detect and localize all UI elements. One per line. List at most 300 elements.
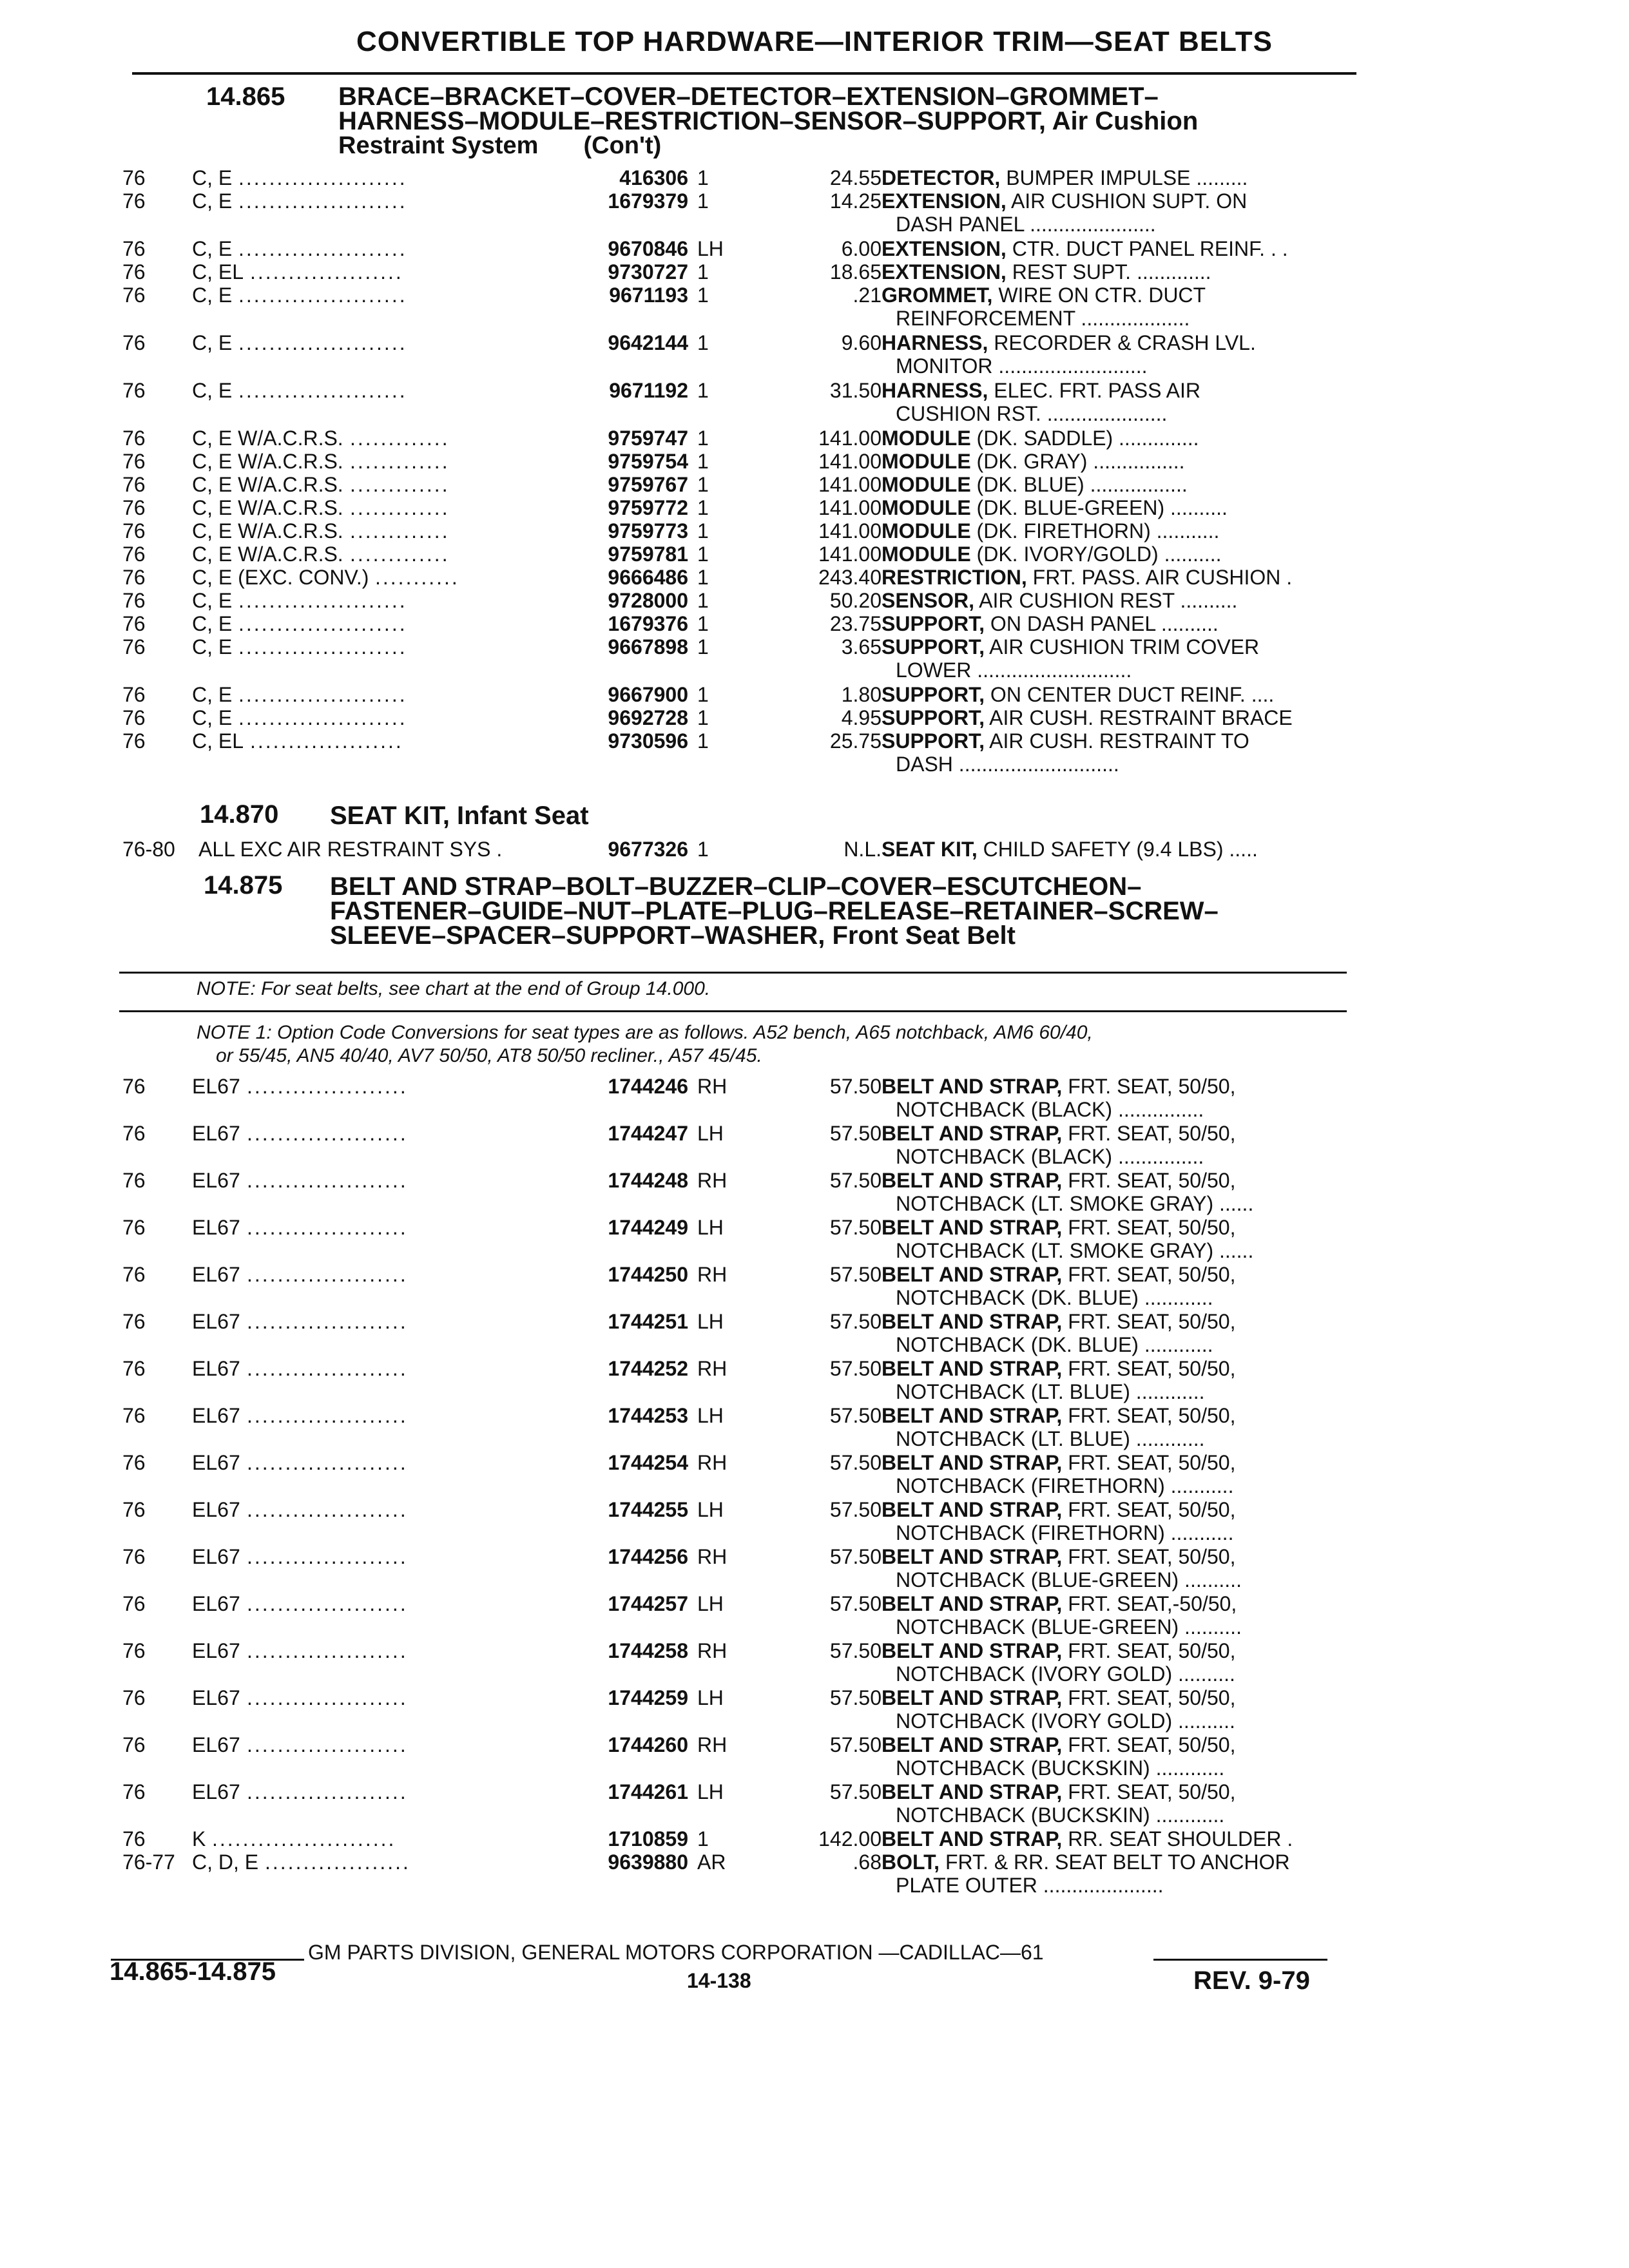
row-desc-name: BELT AND STRAP, — [882, 1686, 1063, 1709]
row-description-cont: CUSHION RST. ..................... — [896, 402, 1168, 425]
row-desc-name: SUPPORT, — [882, 635, 985, 658]
row-year: 76 — [122, 450, 146, 473]
table-row — [0, 1310, 1629, 1359]
row-price: 57.50 — [829, 1545, 882, 1568]
row-desc-name: SENSOR, — [882, 589, 975, 612]
row-part-number: 1744247 — [608, 1122, 688, 1145]
row-description — [882, 635, 1384, 659]
row-dots: ..................... — [247, 1780, 408, 1803]
row-description — [882, 427, 1384, 450]
row-description-cont: NOTCHBACK (BUCKSKIN) ............ — [896, 1756, 1225, 1780]
row-dots: ...................... — [238, 331, 407, 354]
row-qty: 1 — [697, 260, 709, 284]
row-model: C, E W/A.C.R.S. — [192, 543, 343, 566]
section-14865-title-line3b: (Con't) — [583, 132, 662, 159]
table-row — [0, 1404, 1629, 1453]
row-price: N.L. — [843, 838, 882, 861]
row-description — [882, 1310, 1384, 1334]
row-model: C, E — [192, 284, 233, 307]
row-model: EL67 — [192, 1216, 240, 1239]
row-price: 57.50 — [829, 1639, 882, 1662]
row-description-cont: NOTCHBACK (FIRETHORN) ........... — [896, 1474, 1234, 1497]
row-description-cont: NOTCHBACK (LT. BLUE) ............ — [896, 1427, 1205, 1450]
row-model: C, E — [192, 237, 233, 260]
row-part-number: 1744254 — [608, 1451, 688, 1474]
row-dots: ........... — [375, 566, 459, 589]
row-model: C, EL — [192, 260, 244, 284]
row-desc-name: BELT AND STRAP, — [882, 1075, 1063, 1098]
row-year: 76 — [122, 1498, 146, 1521]
row-price: 141.00 — [818, 496, 882, 519]
row-model: EL67 — [192, 1310, 240, 1333]
row-year: 76 — [122, 1216, 146, 1239]
row-qty: LH — [697, 237, 724, 260]
row-qty: 1 — [697, 379, 709, 402]
row-dots: ............. — [350, 496, 450, 519]
table-row — [0, 1122, 1629, 1171]
row-part-number: 1744246 — [608, 1075, 688, 1098]
row-desc-name: BELT AND STRAP, — [882, 1357, 1063, 1380]
row-description — [882, 237, 1384, 261]
row-part-number: 1679376 — [608, 612, 688, 635]
row-model: C, E — [192, 589, 233, 612]
table-row — [0, 1639, 1629, 1688]
row-year: 76 — [122, 496, 146, 519]
row-year: 76 — [122, 1451, 146, 1474]
row-dots: ................... — [265, 1850, 410, 1874]
row-model: K — [192, 1827, 206, 1850]
table-row — [0, 1263, 1629, 1312]
section-14875-title-line3b: Front Seat Belt — [825, 921, 1016, 950]
row-model: C, E — [192, 612, 233, 635]
row-year: 76 — [122, 1122, 146, 1145]
row-qty: 1 — [697, 612, 709, 635]
row-part-number: 1744257 — [608, 1592, 688, 1615]
row-desc-rest: CHILD SAFETY (9.4 LBS) ..... — [977, 838, 1258, 861]
row-dots: ...................... — [238, 612, 407, 635]
row-year: 76 — [122, 166, 146, 189]
row-description — [882, 683, 1384, 707]
row-model: EL67 — [192, 1404, 240, 1427]
row-qty: 1 — [697, 566, 709, 589]
row-dots: ..................... — [247, 1545, 408, 1568]
row-qty: 1 — [697, 543, 709, 566]
row-qty: LH — [697, 1310, 724, 1333]
row-model: C, E W/A.C.R.S. — [192, 496, 343, 519]
row-desc-rest: FRT. SEAT, 50/50, — [1062, 1686, 1236, 1709]
table-row — [0, 189, 1629, 238]
row-desc-name: BELT AND STRAP, — [882, 1169, 1063, 1192]
row-price: 57.50 — [829, 1498, 882, 1521]
table-row — [0, 284, 1629, 332]
row-desc-name: DETECTOR, — [882, 166, 1001, 189]
table-row — [0, 331, 1629, 380]
row-dots: ..................... — [247, 1686, 408, 1709]
row-description-cont: NOTCHBACK (LT. BLUE) ............ — [896, 1380, 1205, 1403]
row-part-number: 1744249 — [608, 1216, 688, 1239]
row-desc-rest: AIR CUSHION REST .......... — [974, 589, 1238, 612]
row-model: C, E W/A.C.R.S. — [192, 427, 343, 450]
row-year: 76 — [122, 683, 146, 706]
row-desc-rest: FRT. PASS. AIR CUSHION . — [1027, 566, 1293, 589]
row-dots: ...................... — [238, 237, 407, 260]
table-row — [0, 379, 1629, 428]
row-desc-name: BELT AND STRAP, — [882, 1122, 1063, 1145]
row-part-number: 9639880 — [608, 1850, 688, 1874]
row-part-number: 1744252 — [608, 1357, 688, 1380]
section-14875-title-line3a: SLEEVE–SPACER–SUPPORT–WASHER, — [330, 921, 825, 950]
row-dots: ............. — [350, 519, 450, 543]
footer-rule-right — [1153, 1959, 1327, 1961]
row-price: 50.20 — [829, 589, 882, 612]
row-desc-name: BELT AND STRAP, — [882, 1404, 1063, 1427]
row-description — [882, 1122, 1384, 1146]
row-desc-rest: RR. SEAT SHOULDER . — [1062, 1827, 1293, 1850]
row-part-number: 9667900 — [608, 683, 688, 706]
row-dots: ...................... — [238, 379, 407, 402]
section-14865-title-line2 — [338, 107, 1199, 135]
row-description — [882, 729, 1384, 753]
row-dots: ..................... — [247, 1263, 408, 1286]
row-dots: ..................... — [247, 1592, 408, 1615]
row-qty: 1 — [697, 331, 709, 354]
table-row — [0, 1357, 1629, 1406]
note1-line1: NOTE 1: Option Code Conversions for seat types are as follows. A52 bench, A65 notchback, AM6 60/40, — [197, 1022, 1093, 1043]
row-description-cont: NOTCHBACK (BLACK) ............... — [896, 1145, 1204, 1168]
row-description — [882, 1263, 1384, 1287]
row-dots: .................... — [250, 729, 403, 753]
row-desc-rest: WIRE ON CTR. DUCT — [992, 284, 1206, 307]
row-year: 76 — [122, 1827, 146, 1850]
row-model: C, E — [192, 379, 233, 402]
row-dots: ...................... — [238, 284, 407, 307]
row-description — [882, 1404, 1384, 1428]
row-desc-name: BELT AND STRAP, — [882, 1780, 1063, 1803]
row-desc-rest: (DK. SADDLE) .............. — [970, 427, 1199, 450]
row-year: 76 — [122, 1310, 146, 1333]
row-description-cont: NOTCHBACK (DK. BLUE) ............ — [896, 1286, 1213, 1309]
row-part-number: 9666486 — [608, 566, 688, 589]
row-price: .21 — [853, 284, 882, 307]
section-14875-title-line3 — [330, 921, 1016, 950]
row-part-number: 1710859 — [608, 1827, 688, 1850]
row-price: 57.50 — [829, 1780, 882, 1803]
row-desc-name: BELT AND STRAP, — [882, 1216, 1063, 1239]
note1-line2: or 55/45, AN5 40/40, AV7 50/50, AT8 50/50 recliner., A57 45/45. — [216, 1045, 762, 1066]
row-year: 76 — [122, 612, 146, 635]
row-model: C, E — [192, 706, 233, 729]
row-description — [882, 1216, 1384, 1240]
row-qty: 1 — [697, 1827, 709, 1850]
row-dots: ...................... — [238, 683, 407, 706]
row-desc-rest: ON DASH PANEL .......... — [985, 612, 1219, 635]
row-year: 76 — [122, 284, 146, 307]
row-model: C, E W/A.C.R.S. — [192, 450, 343, 473]
row-dots: ............. — [350, 473, 450, 496]
row-price: 57.50 — [829, 1169, 882, 1192]
section-14875-title-line2: FASTENER–GUIDE–NUT–PLATE–PLUG–RELEASE–RETAINER–SCREW– — [330, 897, 1219, 925]
section-14870-title-a: SEAT KIT, — [330, 802, 450, 830]
row-part-number: 1744255 — [608, 1498, 688, 1521]
row-desc-name: MODULE — [882, 519, 971, 543]
section-14875-title-line1: BELT AND STRAP–BOLT–BUZZER–CLIP–COVER–ESCUTCHEON– — [330, 872, 1142, 901]
row-dots: ..................... — [247, 1498, 408, 1521]
row-part-number: 9759747 — [608, 427, 688, 450]
row-dots: ..................... — [247, 1075, 408, 1098]
row-desc-name: EXTENSION, — [882, 237, 1007, 260]
row-description-cont: DASH PANEL ...................... — [896, 213, 1156, 236]
row-part-number: 9667898 — [608, 635, 688, 658]
row-dots: ...................... — [238, 706, 407, 729]
row-price: 4.95 — [841, 706, 882, 729]
row-year: 76 — [122, 1780, 146, 1803]
row-year: 76 — [122, 519, 146, 543]
section-14870-number: 14.870 — [200, 800, 279, 829]
row-model: ALL EXC AIR RESTRAINT SYS . — [198, 838, 503, 861]
row-year: 76-77 — [122, 1850, 175, 1874]
row-desc-name: MODULE — [882, 427, 971, 450]
row-desc-name: BELT AND STRAP, — [882, 1498, 1063, 1521]
row-description-cont: NOTCHBACK (BLUE-GREEN) .......... — [896, 1615, 1242, 1639]
row-qty: 1 — [697, 473, 709, 496]
table-row — [0, 1850, 1629, 1899]
row-dots: ............. — [350, 427, 450, 450]
row-dots: ...................... — [238, 589, 407, 612]
row-desc-rest: AIR CUSHION SUPT. ON — [1006, 189, 1248, 213]
row-description — [882, 1545, 1384, 1569]
row-desc-rest: FRT. SEAT, 50/50, — [1062, 1780, 1236, 1803]
row-description — [882, 450, 1384, 474]
row-year: 76 — [122, 379, 146, 402]
row-model: C, E — [192, 331, 233, 354]
row-part-number: 416306 — [619, 166, 688, 189]
row-year: 76 — [122, 1075, 146, 1098]
row-price: 57.50 — [829, 1310, 882, 1333]
row-qty: 1 — [697, 519, 709, 543]
row-description-cont: NOTCHBACK (BLUE-GREEN) .......... — [896, 1568, 1242, 1591]
row-dots: ............. — [350, 543, 450, 566]
row-qty: 1 — [697, 729, 709, 753]
row-qty: LH — [697, 1216, 724, 1239]
row-qty: 1 — [697, 166, 709, 189]
row-price: 1.80 — [841, 683, 882, 706]
row-dots: ..................... — [247, 1639, 408, 1662]
row-description — [882, 379, 1384, 403]
table-row — [0, 1169, 1629, 1218]
row-year: 76 — [122, 473, 146, 496]
row-year: 76 — [122, 706, 146, 729]
row-dots: ...................... — [238, 635, 407, 658]
row-desc-name: EXTENSION, — [882, 189, 1007, 213]
row-qty: RH — [697, 1075, 728, 1098]
row-dots: ..................... — [247, 1310, 408, 1333]
row-desc-rest: FRT. SEAT, 50/50, — [1062, 1263, 1236, 1286]
row-model: C, E — [192, 683, 233, 706]
row-model: EL67 — [192, 1263, 240, 1286]
row-year: 76 — [122, 1545, 146, 1568]
row-qty: RH — [697, 1639, 728, 1662]
row-price: 6.00 — [841, 237, 882, 260]
section-14865-number: 14.865 — [206, 82, 285, 111]
row-description-cont: NOTCHBACK (IVORY GOLD) .......... — [896, 1709, 1235, 1733]
row-description — [882, 331, 1384, 355]
row-price: 3.65 — [841, 635, 882, 658]
row-dots: ............. — [350, 450, 450, 473]
row-description-cont: NOTCHBACK (LT. SMOKE GRAY) ...... — [896, 1239, 1254, 1262]
row-desc-name: BELT AND STRAP, — [882, 1733, 1063, 1756]
row-description-cont: NOTCHBACK (BLACK) ............... — [896, 1098, 1204, 1121]
row-year: 76 — [122, 729, 146, 753]
row-desc-name: MODULE — [882, 496, 971, 519]
row-qty: 1 — [697, 589, 709, 612]
row-description-cont: NOTCHBACK (IVORY GOLD) .......... — [896, 1662, 1235, 1686]
row-description — [882, 1451, 1384, 1475]
row-model: C, E W/A.C.R.S. — [192, 519, 343, 543]
row-year: 76 — [122, 237, 146, 260]
table-row — [0, 1686, 1629, 1735]
row-model: C, E — [192, 166, 233, 189]
note-seatbelts: NOTE: For seat belts, see chart at the end of Group 14.000. — [197, 978, 711, 999]
row-part-number: 9670846 — [608, 237, 688, 260]
table-row — [0, 1780, 1629, 1829]
row-dots: ..................... — [247, 1451, 408, 1474]
row-qty: RH — [697, 1357, 728, 1380]
note-rule-mid — [119, 1010, 1347, 1012]
row-year: 76 — [122, 189, 146, 213]
footer-corporation: GM PARTS DIVISION, GENERAL MOTORS CORPORATION —CADILLAC—61 — [308, 1941, 1044, 1964]
row-model: EL67 — [192, 1780, 240, 1803]
row-part-number: 1744248 — [608, 1169, 688, 1192]
row-part-number: 1744250 — [608, 1263, 688, 1286]
row-year: 76 — [122, 1733, 146, 1756]
table-row — [0, 635, 1629, 684]
row-qty: RH — [697, 1169, 728, 1192]
row-description — [882, 496, 1384, 520]
row-part-number: 1744253 — [608, 1404, 688, 1427]
row-desc-name: BOLT, — [882, 1850, 940, 1874]
row-dots: ..................... — [247, 1733, 408, 1756]
row-model: C, E W/A.C.R.S. — [192, 473, 343, 496]
row-price: 141.00 — [818, 519, 882, 543]
section-14865-title-line2b: Air Cushion — [1045, 107, 1199, 135]
row-desc-rest: FRT. SEAT, 50/50, — [1062, 1075, 1236, 1098]
table-row — [0, 1498, 1629, 1547]
row-description — [882, 519, 1384, 543]
row-desc-rest: (DK. BLUE) ................. — [970, 473, 1188, 496]
row-desc-rest: ELEC. FRT. PASS AIR — [988, 379, 1200, 402]
row-desc-rest: FRT. SEAT, 50/50, — [1062, 1357, 1236, 1380]
row-price: 25.75 — [829, 729, 882, 753]
table-row — [0, 1733, 1629, 1782]
row-description-cont: DASH ............................ — [896, 753, 1119, 776]
row-desc-name: HARNESS, — [882, 331, 988, 354]
row-description — [882, 1827, 1384, 1851]
row-description — [882, 838, 1384, 861]
row-qty: LH — [697, 1592, 724, 1615]
row-part-number: 9642144 — [608, 331, 688, 354]
row-desc-rest: CTR. DUCT PANEL REINF. . . — [1006, 237, 1288, 260]
row-description — [882, 166, 1384, 190]
row-part-number: 1679379 — [608, 189, 688, 213]
row-dots: ...................... — [238, 166, 407, 189]
row-model: C, E — [192, 635, 233, 658]
row-part-number: 9671192 — [609, 379, 688, 402]
row-qty: RH — [697, 1263, 728, 1286]
row-desc-rest: FRT. SEAT, 50/50, — [1062, 1733, 1236, 1756]
row-qty: 1 — [697, 496, 709, 519]
section-14865-title-line3a: Restraint System — [338, 132, 539, 159]
row-model: EL67 — [192, 1169, 240, 1192]
row-price: 57.50 — [829, 1686, 882, 1709]
row-part-number: 9759772 — [608, 496, 688, 519]
row-model: EL67 — [192, 1545, 240, 1568]
row-year: 76 — [122, 543, 146, 566]
row-desc-rest: FRT. SEAT, 50/50, — [1062, 1404, 1236, 1427]
row-price: 57.50 — [829, 1592, 882, 1615]
row-description — [882, 1357, 1384, 1381]
row-part-number: 9759781 — [608, 543, 688, 566]
row-description — [882, 1850, 1384, 1874]
row-price: 142.00 — [818, 1827, 882, 1850]
row-desc-name: BELT AND STRAP, — [882, 1310, 1063, 1333]
row-desc-rest: FRT. SEAT, 50/50, — [1062, 1639, 1236, 1662]
row-description — [882, 1498, 1384, 1522]
row-year: 76 — [122, 589, 146, 612]
row-dots: ..................... — [247, 1169, 408, 1192]
row-qty: 1 — [697, 189, 709, 213]
section-14865-title-line2a: HARNESS–MODULE–RESTRICTION–SENSOR–SUPPORT, — [338, 107, 1046, 135]
section-14870-title — [330, 802, 589, 830]
row-description — [882, 284, 1384, 307]
row-year: 76 — [122, 1169, 146, 1192]
row-price: 57.50 — [829, 1263, 882, 1286]
row-qty: LH — [697, 1122, 724, 1145]
row-description-cont: NOTCHBACK (LT. SMOKE GRAY) ...... — [896, 1192, 1254, 1215]
row-qty: RH — [697, 1545, 728, 1568]
row-desc-name: BELT AND STRAP, — [882, 1263, 1063, 1286]
note-rule-top — [119, 972, 1347, 974]
row-desc-rest: REST SUPT. ............. — [1006, 260, 1211, 284]
section-14865-title-line1: BRACE–BRACKET–COVER–DETECTOR–EXTENSION–GROMMET– — [338, 82, 1159, 111]
row-desc-rest: RECORDER & CRASH LVL. — [988, 331, 1256, 354]
row-description-cont: NOTCHBACK (DK. BLUE) ............ — [896, 1333, 1213, 1356]
row-description — [882, 589, 1384, 613]
row-dots: ..................... — [247, 1122, 408, 1145]
row-desc-name: GROMMET, — [882, 284, 993, 307]
row-description — [882, 1169, 1384, 1193]
row-desc-name: RESTRICTION, — [882, 566, 1027, 589]
row-qty: RH — [697, 1733, 728, 1756]
row-price: 57.50 — [829, 1216, 882, 1239]
row-description — [882, 1639, 1384, 1663]
row-model: C, E (EXC. CONV.) — [192, 566, 369, 589]
row-description — [882, 1780, 1384, 1804]
row-qty: LH — [697, 1686, 724, 1709]
row-model: EL67 — [192, 1498, 240, 1521]
row-desc-name: BELT AND STRAP, — [882, 1827, 1063, 1850]
row-year: 76 — [122, 1263, 146, 1286]
row-desc-rest: AIR CUSHION TRIM COVER — [985, 635, 1260, 658]
row-year: 76-80 — [122, 838, 175, 861]
row-part-number: 9759754 — [608, 450, 688, 473]
row-model: EL67 — [192, 1639, 240, 1662]
row-desc-rest: FRT. SEAT, 50/50, — [1062, 1451, 1236, 1474]
row-price: 31.50 — [829, 379, 882, 402]
row-description — [882, 1733, 1384, 1757]
row-year: 76 — [122, 566, 146, 589]
row-dots: .................... — [250, 260, 403, 284]
row-desc-name: SUPPORT, — [882, 612, 985, 635]
